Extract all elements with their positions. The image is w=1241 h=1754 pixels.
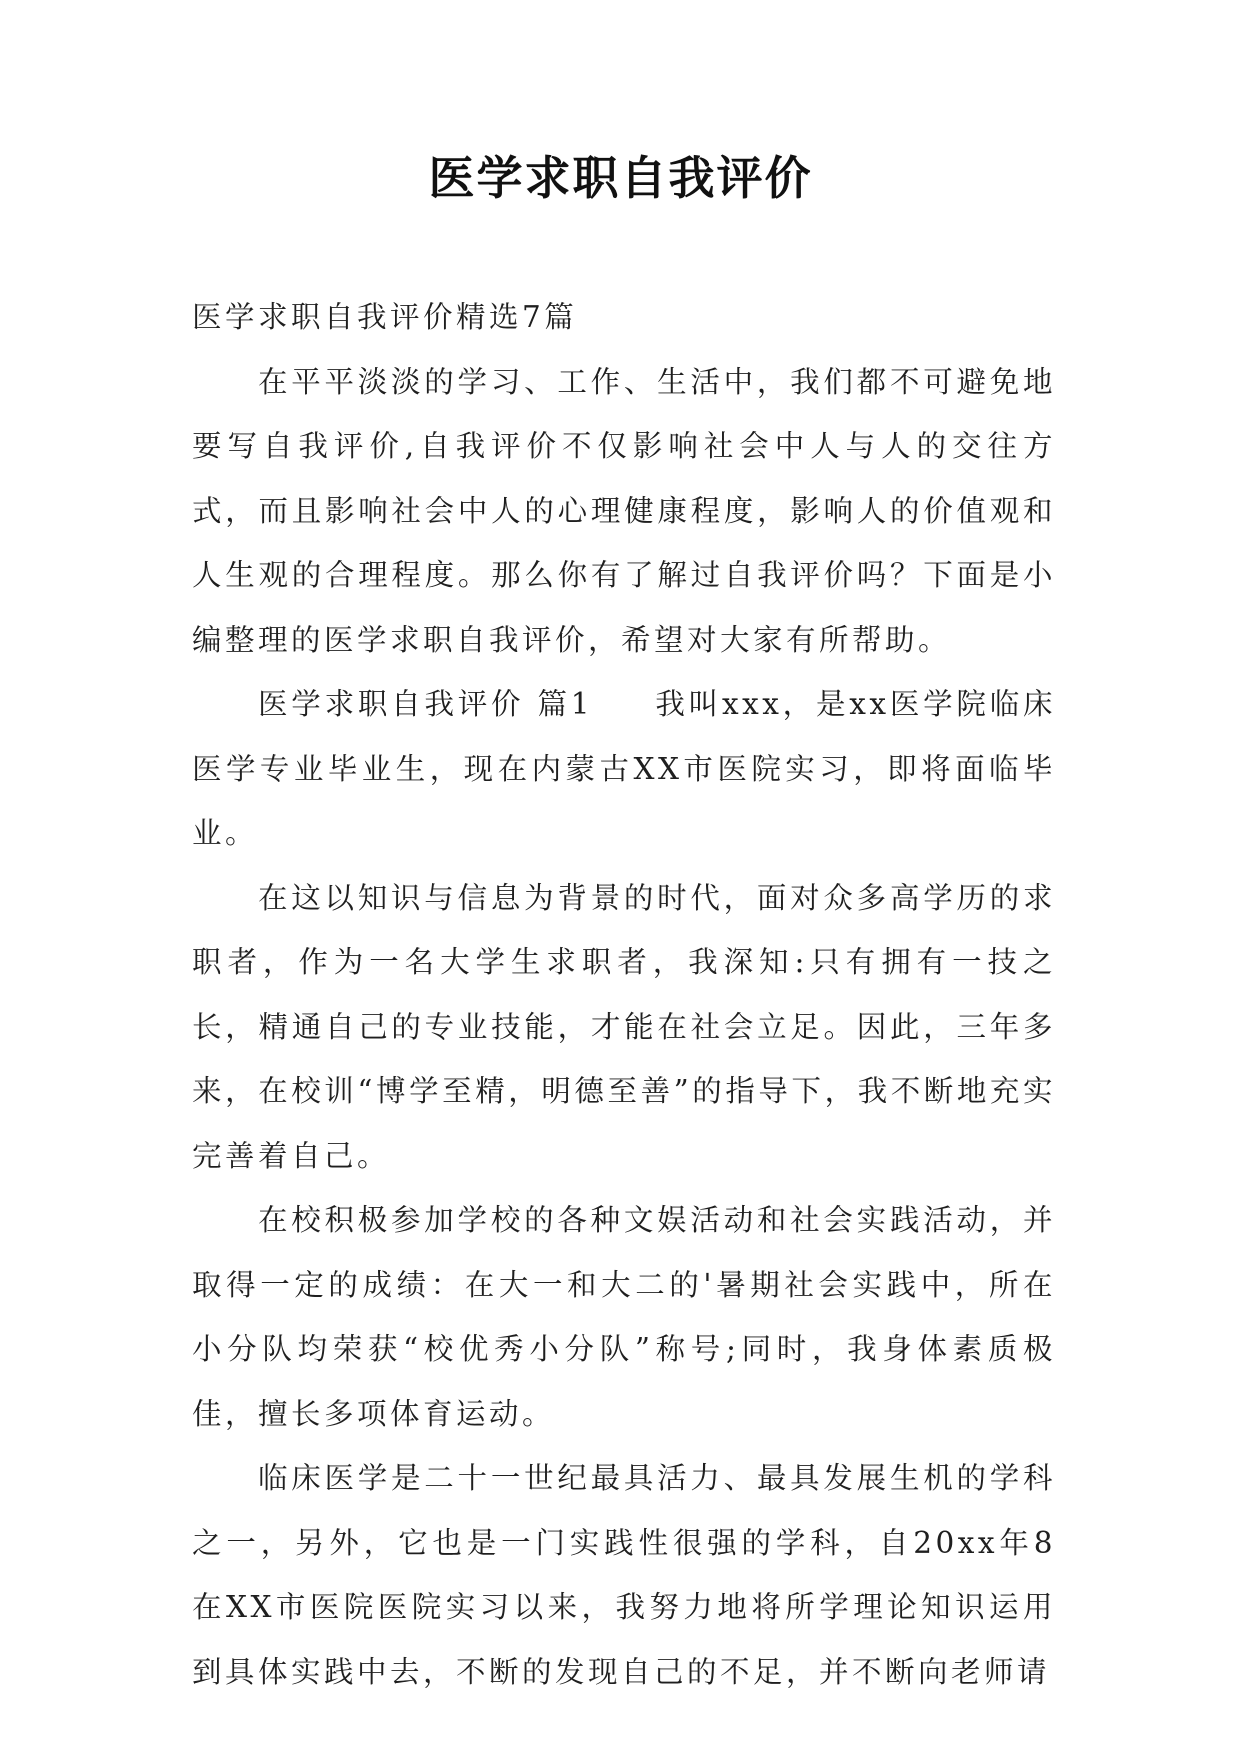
body-paragraph: 在校积极参加学校的各种文娱活动和社会实践活动，并取得一定的成绩：在大一和大二的'暑期社会实践中，所在小分队均荣获“校优秀小分队”称号;同时，我身体素质极佳，擅长多项体育运动。 [192,1203,1056,1431]
body-paragraph: 临床医学是二十一世纪最具活力、最具发展生机的学科之一，另外，它也是一门实践性很强的学科，自20xx年8在XX市医院医院实习以来，我努力地将所学理论知识运用到具体实践中去，不断的发现自己的不足，并不断向老师请 [192,1461,1056,1689]
section-1-paragraph [192,672,1056,866]
intro-paragraph: 在平平淡淡的学习、工作、生活中，我们都不可避免地要写自我评价,自我评价不仅影响社会中人与人的交往方式，而且影响社会中人的心理健康程度，影响人的价值观和人生观的合理程度。那么你有了解过自我评价吗？下面是小编整理的医学求职自我评价，希望对大家有所帮助。 [192,364,1056,657]
section-1-heading: 医学求职自我评价 篇1 [258,687,594,721]
section-1-text: 我叫xxx，是xx医学院临床医学专业毕业生，现在内蒙古XX市医院实习，即将面临毕业。 [192,687,1056,850]
document-title: 医学求职自我评价 [428,151,813,205]
document-subtitle: 医学求职自我评价精选7篇 [192,300,578,334]
document-body [192,285,1056,1704]
body-paragraph: 在这以知识与信息为背景的时代，面对众多高学历的求职者，作为一名大学生求职者，我深知:只有拥有一技之长，精通自己的专业技能，才能在社会立足。因此，三年多来，在校训“博学至精，明德至善”的指导下，我不断地充实完善着自己。 [192,880,1056,1173]
